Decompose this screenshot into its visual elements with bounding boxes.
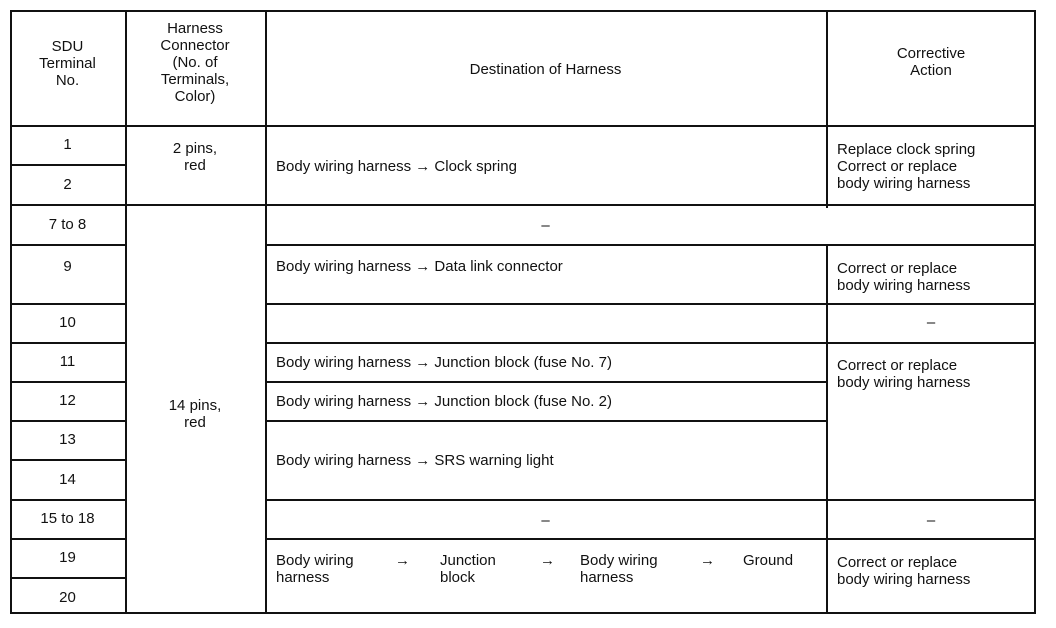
destination-cell: Body wiring harness → Clock spring	[276, 158, 517, 175]
connector-cell: 2 pins,	[172, 140, 218, 157]
header-line: Corrective	[896, 45, 966, 62]
action-cell: body wiring harness	[837, 571, 971, 588]
action-cell: –	[926, 512, 936, 529]
header-line: (No. of	[172, 54, 218, 71]
header-line: Terminals,	[160, 71, 230, 88]
row-divider	[10, 459, 125, 461]
path-part: Ground	[743, 552, 794, 569]
path-part: Body wiring	[276, 552, 354, 569]
row-divider	[10, 577, 125, 579]
row-divider	[10, 420, 125, 422]
path-part: harness	[580, 569, 634, 586]
action-cell: body wiring harness	[837, 175, 971, 192]
header-line: Connector	[160, 37, 230, 54]
action-cell: body wiring harness	[837, 374, 971, 391]
connector-cell: red	[184, 157, 206, 174]
terminal-cell: 2	[63, 176, 72, 193]
connector-cell: red	[184, 414, 206, 431]
action-cell: Correct or replace	[837, 554, 958, 571]
path-part: block	[440, 569, 476, 586]
row-divider	[265, 381, 826, 383]
table-border-top	[10, 10, 1036, 12]
row-divider	[10, 164, 125, 166]
terminal-cell: 20	[59, 589, 76, 606]
row-divider	[10, 381, 125, 383]
destination-cell: Body wiring harness → Junction block (fuse No. 2)	[276, 393, 612, 410]
terminal-cell: 10	[59, 314, 76, 331]
header-line: Harness	[167, 20, 223, 37]
row-divider	[265, 342, 1036, 344]
action-cell: Correct or replace	[837, 357, 958, 374]
destination-cell: –	[541, 217, 550, 234]
column-divider	[826, 246, 828, 614]
row-divider	[265, 244, 1036, 246]
action-cell: Replace clock spring	[837, 141, 976, 158]
path-part: Junction	[440, 552, 496, 569]
arrow-icon: →	[395, 552, 410, 569]
destination-cell: Body wiring harness → Junction block (fuse No. 7)	[276, 354, 612, 371]
row-divider	[10, 342, 125, 344]
action-cell: Correct or replace	[837, 158, 958, 175]
path-part: Body wiring	[580, 552, 658, 569]
row-divider	[10, 204, 125, 206]
row-divider	[265, 303, 1036, 305]
header-destination: Destination of Harness	[469, 61, 622, 78]
header-line: Terminal	[39, 55, 96, 72]
terminal-cell: 19	[59, 549, 76, 566]
header-line: No.	[55, 72, 80, 89]
header-divider	[10, 125, 1036, 127]
row-divider	[265, 204, 1036, 206]
arrow-icon: →	[540, 552, 555, 569]
destination-cell: Body wiring harness → SRS warning light	[276, 452, 554, 469]
terminal-cell: 12	[59, 392, 76, 409]
row-divider	[10, 538, 125, 540]
destination-cell: Body wiring harness → Data link connector	[276, 258, 563, 275]
column-divider	[826, 10, 828, 208]
destination-cell: –	[541, 512, 550, 529]
row-divider	[265, 499, 1036, 501]
terminal-cell: 1	[63, 136, 72, 153]
row-divider	[265, 420, 826, 422]
row-divider	[10, 303, 125, 305]
terminal-cell: 15 to 18	[40, 510, 95, 527]
header-line: SDU	[51, 38, 84, 55]
terminal-cell: 13	[59, 431, 76, 448]
action-cell: –	[926, 314, 936, 331]
path-part: harness	[276, 569, 330, 586]
header-line: Color)	[174, 88, 216, 105]
terminal-cell: 7 to 8	[48, 216, 87, 233]
row-divider	[10, 244, 125, 246]
terminal-cell: 9	[63, 258, 72, 275]
terminal-cell: 11	[59, 353, 76, 370]
action-cell: body wiring harness	[837, 277, 971, 294]
arrow-icon: →	[700, 552, 715, 569]
row-divider	[265, 538, 1036, 540]
row-divider	[10, 499, 125, 501]
table-border-bottom	[10, 612, 1036, 614]
terminal-cell: 14	[59, 471, 76, 488]
row-divider	[125, 204, 265, 206]
connector-cell: 14 pins,	[168, 397, 222, 414]
action-cell: Correct or replace	[837, 260, 958, 277]
header-line: Action	[910, 62, 952, 79]
